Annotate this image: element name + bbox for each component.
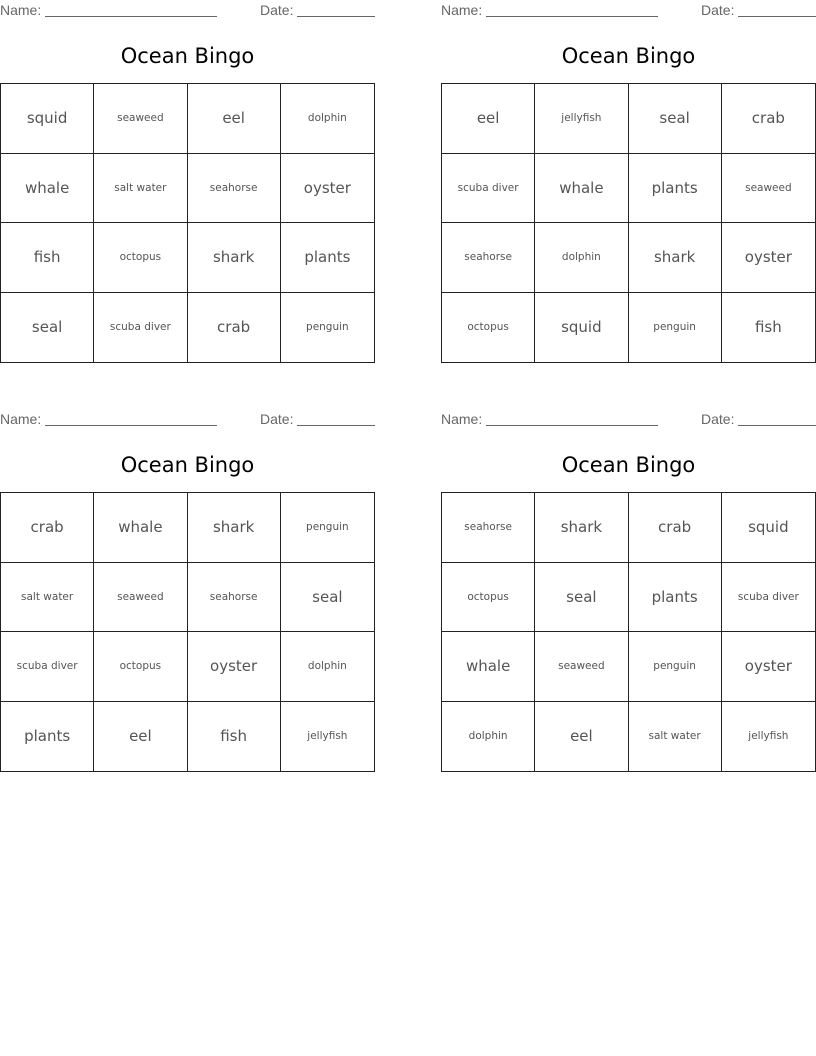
date-label: Date: (701, 2, 735, 18)
bingo-cell: dolphin (535, 223, 628, 293)
bingo-cell: oyster (722, 223, 815, 293)
bingo-cell: salt water (629, 702, 722, 772)
bingo-cell: whale (1, 154, 94, 224)
bingo-cell: shark (629, 223, 722, 293)
bingo-cell: seal (281, 563, 374, 633)
bingo-cell: penguin (281, 493, 374, 563)
bingo-cell: scuba diver (722, 563, 815, 633)
bingo-cell: oyster (188, 632, 281, 702)
bingo-cell: shark (188, 493, 281, 563)
bingo-cell: seahorse (188, 563, 281, 633)
date-blank-line (738, 16, 816, 17)
name-blank-line (45, 16, 217, 17)
bingo-cell: jellyfish (535, 84, 628, 154)
bingo-grid (441, 83, 816, 363)
bingo-cell: shark (188, 223, 281, 293)
card-header (0, 0, 375, 20)
bingo-cell: squid (535, 293, 628, 363)
bingo-cell: eel (94, 702, 187, 772)
name-label: Name: (0, 2, 42, 18)
name-blank-line (486, 16, 658, 17)
card-header (441, 409, 816, 429)
bingo-cell: plants (629, 154, 722, 224)
date-blank-line (297, 16, 375, 17)
card-title: Ocean Bingo (561, 453, 696, 477)
bingo-cell: salt water (94, 154, 187, 224)
bingo-cell: plants (629, 563, 722, 633)
bingo-cell: penguin (629, 293, 722, 363)
bingo-cell: seahorse (188, 154, 281, 224)
bingo-cell: crab (629, 493, 722, 563)
bingo-cell: shark (535, 493, 628, 563)
bingo-cell: seaweed (94, 563, 187, 633)
name-label: Name: (0, 411, 42, 427)
bingo-cell: eel (442, 84, 535, 154)
bingo-cell: seahorse (442, 223, 535, 293)
bingo-cell: plants (281, 223, 374, 293)
bingo-cell: whale (535, 154, 628, 224)
bingo-cell: squid (722, 493, 815, 563)
bingo-cell: penguin (306, 321, 349, 334)
bingo-cell: octopus (442, 293, 535, 363)
bingo-cell: oyster (722, 632, 815, 702)
bingo-cell: dolphin (442, 702, 535, 772)
bingo-grid (0, 83, 375, 363)
bingo-grid (0, 492, 375, 772)
bingo-cell: jellyfish (748, 730, 789, 743)
bingo-cell: seaweed (94, 84, 187, 154)
card-header (441, 0, 816, 20)
bingo-cell: jellyfish (307, 730, 348, 743)
bingo-cell: crab (1, 493, 94, 563)
bingo-cell: scuba diver (1, 632, 94, 702)
bingo-cell: whale (442, 632, 535, 702)
card-title: Ocean Bingo (120, 453, 255, 477)
bingo-cell: eel (188, 84, 281, 154)
bingo-cell: penguin (629, 632, 722, 702)
bingo-grid (441, 492, 816, 772)
bingo-cell: fish (754, 318, 782, 337)
bingo-cell: eel (535, 702, 628, 772)
name-blank-line (486, 425, 658, 426)
bingo-cell: octopus (442, 563, 535, 633)
name-blank-line (45, 425, 217, 426)
name-label: Name: (441, 411, 483, 427)
bingo-cell: seal (1, 293, 94, 363)
bingo-cell: octopus (94, 223, 187, 293)
date-label: Date: (260, 2, 294, 18)
bingo-cell: octopus (94, 632, 187, 702)
bingo-cell: scuba diver (94, 293, 187, 363)
bingo-cell: seahorse (442, 493, 535, 563)
date-blank-line (297, 425, 375, 426)
bingo-cell: squid (1, 84, 94, 154)
bingo-cell: fish (188, 702, 281, 772)
name-label: Name: (441, 2, 483, 18)
card-title: Ocean Bingo (561, 44, 696, 68)
bingo-cell: salt water (1, 563, 94, 633)
bingo-cell: crab (188, 293, 281, 363)
bingo-cell: plants (1, 702, 94, 772)
bingo-cell: fish (1, 223, 94, 293)
bingo-cell: dolphin (281, 632, 374, 702)
bingo-cell: crab (722, 84, 815, 154)
date-label: Date: (701, 411, 735, 427)
bingo-cell: scuba diver (442, 154, 535, 224)
card-title: Ocean Bingo (120, 44, 255, 68)
date-label: Date: (260, 411, 294, 427)
bingo-cell: seaweed (722, 154, 815, 224)
bingo-cell: dolphin (281, 84, 374, 154)
bingo-cell: seal (535, 563, 628, 633)
bingo-cell: seaweed (535, 632, 628, 702)
bingo-cell: seal (629, 84, 722, 154)
bingo-cell: oyster (281, 154, 374, 224)
bingo-cell: whale (94, 493, 187, 563)
date-blank-line (738, 425, 816, 426)
card-header (0, 409, 375, 429)
